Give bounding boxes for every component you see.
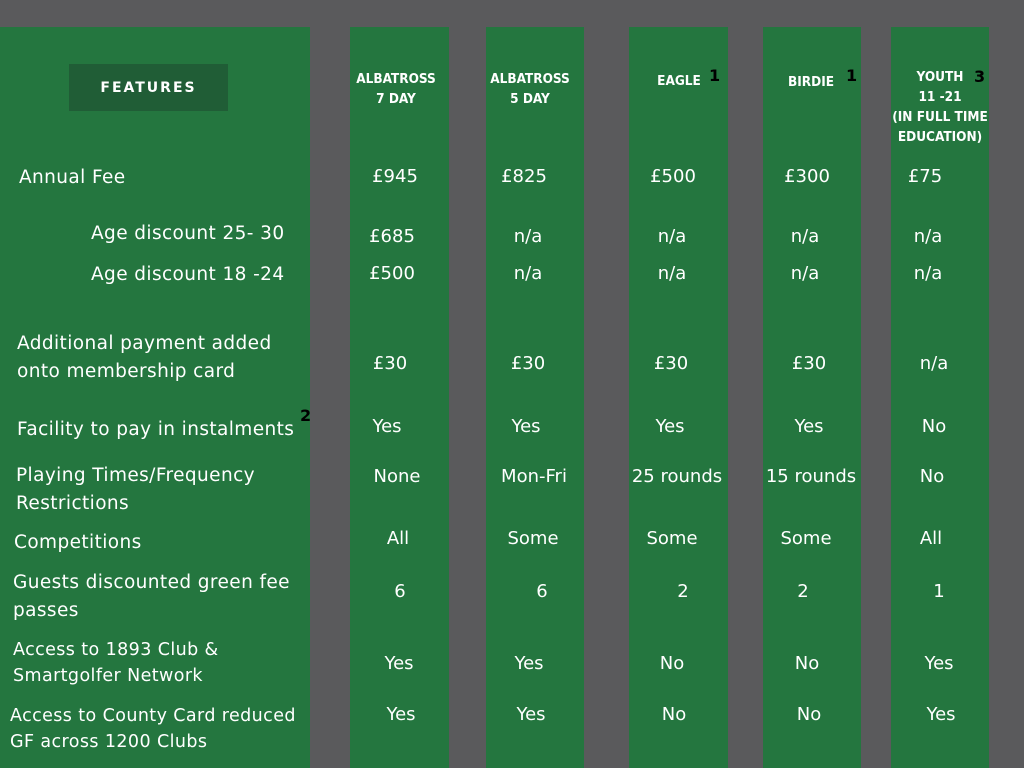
- footnote-marker-instalments: 2: [300, 406, 312, 425]
- cell-guests-albatross-7: 6: [394, 581, 406, 602]
- cell-guests-albatross-5: 6: [536, 581, 548, 602]
- row-label-1893-club: [13, 637, 219, 689]
- cell-county-card-birdie: No: [796, 704, 822, 725]
- row-label-county-card: [10, 703, 296, 755]
- cell-instalments-albatross-7: Yes: [372, 416, 402, 437]
- footnote-marker-youth: 3: [974, 67, 986, 86]
- cell-age-25-30-albatross-7: £685: [369, 226, 415, 247]
- footnote-marker-birdie: 1: [846, 66, 858, 85]
- cell-county-card-youth: Yes: [926, 704, 956, 725]
- row-label-annual-fee: Annual Fee: [19, 167, 126, 188]
- cell-additional-payment-birdie: £30: [791, 353, 827, 374]
- cell-1893-club-birdie: No: [794, 653, 820, 674]
- header-line: EAGLE: [657, 73, 701, 89]
- header-line: 11 -21: [918, 89, 962, 105]
- header-line: ALBATROSS: [356, 71, 436, 87]
- cell-instalments-birdie: Yes: [794, 416, 824, 437]
- cell-annual-fee-eagle: £500: [650, 166, 696, 187]
- label-line: onto membership card: [17, 361, 236, 382]
- cell-guests-birdie: 2: [797, 581, 809, 602]
- cell-1893-club-eagle: No: [659, 653, 685, 674]
- cell-playing-times-eagle: 25 rounds: [631, 466, 723, 487]
- cell-age-18-24-albatross-5: n/a: [513, 263, 543, 284]
- cell-additional-payment-albatross-7: £30: [372, 353, 408, 374]
- label-line: Smartgolfer Network: [13, 666, 203, 686]
- cell-annual-fee-youth: £75: [907, 166, 943, 187]
- label-line: Access to 1893 Club &: [13, 640, 219, 660]
- cell-guests-eagle: 2: [677, 581, 689, 602]
- header-line: BIRDIE: [787, 74, 835, 90]
- cell-1893-club-albatross-7: Yes: [384, 653, 414, 674]
- row-label-additional-payment: [17, 330, 272, 386]
- cell-competitions-youth: All: [919, 528, 943, 549]
- label-line: Access to County Card reduced: [10, 706, 296, 726]
- cell-1893-club-youth: Yes: [924, 653, 954, 674]
- row-label-age-25-30: Age discount 25- 30: [91, 223, 285, 244]
- features-header: FEATURES: [69, 64, 228, 111]
- header-albatross-7-day: [350, 69, 442, 109]
- row-label-playing-times: [16, 462, 255, 518]
- cell-age-25-30-birdie: n/a: [790, 226, 820, 247]
- label-line: Additional payment added: [17, 333, 272, 354]
- cell-competitions-albatross-7: All: [386, 528, 410, 549]
- cell-county-card-albatross-5: Yes: [516, 704, 546, 725]
- cell-age-18-24-eagle: n/a: [657, 263, 687, 284]
- cell-1893-club-albatross-5: Yes: [514, 653, 544, 674]
- cell-annual-fee-birdie: £300: [784, 166, 830, 187]
- row-label-competitions: Competitions: [14, 532, 142, 553]
- label-line: passes: [13, 600, 79, 621]
- cell-age-25-30-youth: n/a: [913, 226, 943, 247]
- cell-annual-fee-albatross-5: £825: [501, 166, 547, 187]
- header-eagle: [645, 71, 713, 91]
- header-line: 7 DAY: [376, 91, 416, 107]
- cell-instalments-albatross-5: Yes: [511, 416, 541, 437]
- cell-age-18-24-youth: n/a: [913, 263, 943, 284]
- header-line: (IN FULL TIME: [892, 109, 988, 125]
- label-line: Playing Times/Frequency: [16, 465, 255, 486]
- header-line: ALBATROSS: [490, 71, 570, 87]
- cell-playing-times-birdie: 15 rounds: [765, 466, 857, 487]
- header-line: EDUCATION): [897, 129, 983, 145]
- cell-instalments-youth: No: [921, 416, 947, 437]
- row-label-instalments: Facility to pay in instalments: [17, 419, 295, 440]
- cell-additional-payment-youth: n/a: [919, 353, 949, 374]
- header-albatross-5-day: [486, 69, 574, 109]
- label-line: Guests discounted green fee: [13, 572, 290, 593]
- cell-competitions-birdie: Some: [780, 528, 832, 549]
- label-line: GF across 1200 Clubs: [10, 732, 208, 752]
- cell-county-card-albatross-7: Yes: [386, 704, 416, 725]
- cell-additional-payment-albatross-5: £30: [510, 353, 546, 374]
- cell-competitions-albatross-5: Some: [507, 528, 559, 549]
- header-line: YOUTH: [916, 69, 964, 85]
- label-line: Restrictions: [16, 493, 130, 514]
- footnote-marker-eagle: 1: [709, 66, 721, 85]
- cell-age-25-30-albatross-5: n/a: [513, 226, 543, 247]
- row-label-age-18-24: Age discount 18 -24: [91, 264, 285, 285]
- row-label-guests: [13, 569, 290, 625]
- cell-county-card-eagle: No: [661, 704, 687, 725]
- cell-annual-fee-albatross-7: £945: [372, 166, 418, 187]
- header-birdie: [777, 72, 845, 92]
- cell-guests-youth: 1: [933, 581, 945, 602]
- header-line: 5 DAY: [510, 91, 550, 107]
- cell-age-25-30-eagle: n/a: [657, 226, 687, 247]
- cell-additional-payment-eagle: £30: [653, 353, 689, 374]
- cell-age-18-24-albatross-7: £500: [369, 263, 415, 284]
- cell-competitions-eagle: Some: [646, 528, 698, 549]
- cell-playing-times-youth: No: [919, 466, 945, 487]
- cell-age-18-24-birdie: n/a: [790, 263, 820, 284]
- cell-instalments-eagle: Yes: [655, 416, 685, 437]
- cell-playing-times-albatross-5: Mon-Fri: [501, 466, 567, 487]
- cell-playing-times-albatross-7: None: [373, 466, 421, 487]
